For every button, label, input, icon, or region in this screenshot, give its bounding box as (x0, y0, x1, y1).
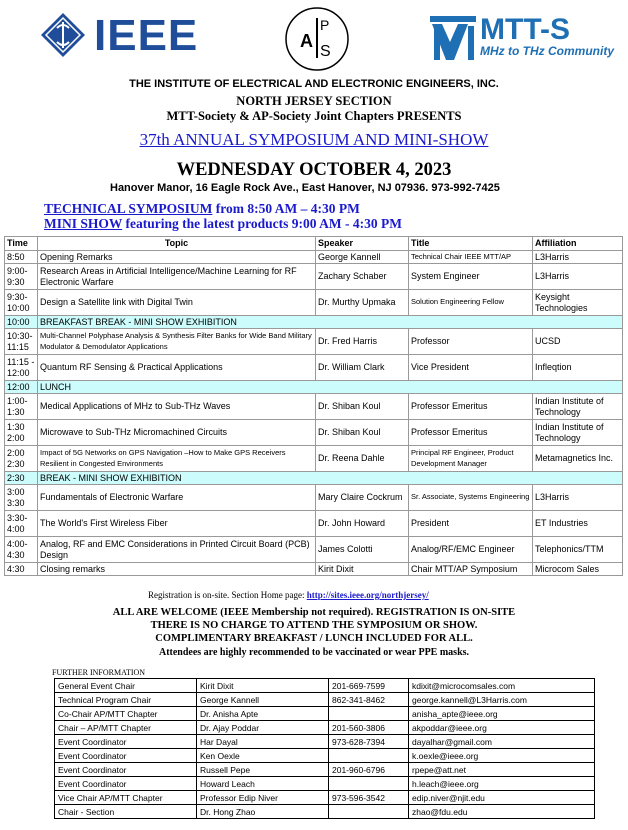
contact-row (55, 679, 595, 693)
affiliation-cell: Indian Institute of Technology (533, 420, 623, 446)
svg-text:P: P (320, 17, 330, 33)
time-cell: 3:30- 4:00 (5, 511, 38, 537)
time-cell: 3:00 3:30 (5, 485, 38, 511)
speaker-cell: James Colotti (316, 537, 409, 563)
contact-role: Technical Program Chair (55, 693, 197, 707)
break-label: BREAKFAST BREAK - MINI SHOW EXHIBITION (38, 316, 623, 329)
speaker-cell: Dr. Shiban Koul (316, 420, 409, 446)
schedule-break-row (5, 472, 623, 485)
title-cell: Professor (409, 329, 533, 355)
affiliation-cell: Keysight Technologies (533, 290, 623, 316)
speaker-cell: Dr. Reena Dahle (316, 446, 409, 472)
topic-cell: Design a Satellite link with Digital Twin (38, 290, 316, 316)
schedule-table (4, 236, 623, 576)
symposium-title[interactable]: 37th ANNUAL SYMPOSIUM AND MINI-SHOW (139, 130, 489, 149)
contact-row (55, 777, 595, 791)
schedule-row (5, 329, 623, 355)
contact-email[interactable]: kdixit@microcomsales.com (409, 679, 595, 693)
speaker-cell: Dr. John Howard (316, 511, 409, 537)
contact-role: Event Coordinator (55, 735, 197, 749)
topic-cell: Multi-Channel Polyphase Analysis & Synthesis Filter Banks for Wide Band Military Modulator & Demodulator Applications (38, 329, 316, 355)
mtt-s-emblem-icon (430, 16, 478, 62)
contact-phone (329, 707, 409, 721)
mini-show-hours: featuring the latest products 9:00 AM - 4:30 PM (122, 216, 402, 231)
time-cell: 1:30 2:00 (5, 420, 38, 446)
contact-role: Event Coordinator (55, 777, 197, 791)
contact-row (55, 763, 595, 777)
contact-row (55, 791, 595, 805)
schedule-row (5, 420, 623, 446)
affiliation-cell: Indian Institute of Technology (533, 394, 623, 420)
col-title: Title (409, 237, 533, 251)
affiliation-cell: Infleqtion (533, 355, 623, 381)
contact-row (55, 693, 595, 707)
contact-name: Dr. Ajay Poddar (197, 721, 329, 735)
speaker-cell: Zachary Schaber (316, 264, 409, 290)
contact-email[interactable]: rpepe@att.net (409, 763, 595, 777)
topic-cell: Impact of 5G Networks on GPS Navigation –How to Make GPS Receivers Resilient in Congested Environments (38, 446, 316, 472)
contact-phone: 973-628-7394 (329, 735, 409, 749)
contact-phone: 201-560-3806 (329, 721, 409, 735)
contact-name: Kirit Dixit (197, 679, 329, 693)
further-info-heading: FURTHER INFORMATION (52, 668, 146, 677)
time-cell: 9:30- 10:00 (5, 290, 38, 316)
contact-name: Ken Oexle (197, 749, 329, 763)
contact-name: Dr. Anisha Apte (197, 707, 329, 721)
contact-row (55, 707, 595, 721)
topic-cell: Analog, RF and EMC Considerations in Printed Circuit Board (PCB) Design (38, 537, 316, 563)
title-cell: Professor Emeritus (409, 420, 533, 446)
title-cell: Technical Chair IEEE MTT/AP (409, 251, 533, 264)
affiliation-cell: Metamagnetics Inc. (533, 446, 623, 472)
contact-phone: 862-341-8462 (329, 693, 409, 707)
time-cell: 4:00- 4:30 (5, 537, 38, 563)
contact-email[interactable]: edip.niver@njit.edu (409, 791, 595, 805)
no-charge-line: THERE IS NO CHARGE TO ATTEND THE SYMPOSIUM OR SHOW. (150, 620, 478, 631)
time-cell: 1:00- 1:30 (5, 394, 38, 420)
contact-phone (329, 777, 409, 791)
contact-email[interactable]: dayalhar@gmail.com (409, 735, 595, 749)
contact-phone: 201-960-6796 (329, 763, 409, 777)
topic-cell: Medical Applications of MHz to Sub-THz Waves (38, 394, 316, 420)
contact-role: Co-Chair AP/MTT Chapter (55, 707, 197, 721)
contact-role: Event Coordinator (55, 749, 197, 763)
section-home-link[interactable]: http://sites.ieee.org/northjersey/ (306, 590, 429, 600)
event-date: WEDNESDAY OCTOBER 4, 2023 (176, 160, 452, 180)
schedule-row (5, 446, 623, 472)
contact-name: George Kannell (197, 693, 329, 707)
break-time: 12:00 (5, 381, 38, 394)
affiliation-cell: L3Harris (533, 485, 623, 511)
schedule-row (5, 264, 623, 290)
title-cell: Chair MTT/AP Symposium (409, 563, 533, 576)
schedule-row (5, 511, 623, 537)
speaker-cell: Dr. William Clark (316, 355, 409, 381)
contact-email[interactable]: h.leach@ieee.org (409, 777, 595, 791)
mtt-s-wordmark: MTT-S (480, 13, 570, 46)
technical-symposium-hours: from 8:50 AM – 4:30 PM (212, 201, 360, 216)
contact-role: General Event Chair (55, 679, 197, 693)
contact-row (55, 805, 595, 819)
ieee-diamond-icon (40, 12, 86, 58)
contact-role: Event Coordinator (55, 763, 197, 777)
schedule-row (5, 251, 623, 264)
col-affiliation: Affiliation (533, 237, 623, 251)
contact-email[interactable]: anisha_apte@ieee.org (409, 707, 595, 721)
contact-row (55, 735, 595, 749)
contact-role: Chair – AP/MTT Chapter (55, 721, 197, 735)
svg-text:S: S (320, 43, 331, 60)
technical-symposium-line (44, 201, 360, 217)
aps-logo (284, 6, 350, 72)
col-speaker: Speaker (316, 237, 409, 251)
technical-symposium-link[interactable]: TECHNICAL SYMPOSIUM (44, 201, 213, 216)
mini-show-line (44, 216, 402, 232)
affiliation-cell: ET Industries (533, 511, 623, 537)
schedule-row (5, 537, 623, 563)
break-label: BREAK - MINI SHOW EXHIBITION (38, 472, 623, 485)
title-cell: Sr. Associate, Systems Engineering (409, 485, 533, 511)
schedule-break-row (5, 316, 623, 329)
schedule-row (5, 394, 623, 420)
break-time: 2:30 (5, 472, 38, 485)
contact-phone (329, 749, 409, 763)
speaker-cell: Kirit Dixit (316, 563, 409, 576)
topic-cell: The World's First Wireless Fiber (38, 511, 316, 537)
affiliation-cell: L3Harris (533, 251, 623, 264)
affiliation-cell: UCSD (533, 329, 623, 355)
schedule-row (5, 290, 623, 316)
contact-row (55, 721, 595, 735)
welcome-line: ALL ARE WELCOME (IEEE Membership not required). REGISTRATION IS ON-SITE (112, 607, 516, 618)
title-cell: Solution Engineering Fellow (409, 290, 533, 316)
contact-phone: 201-669-7599 (329, 679, 409, 693)
title-cell: President (409, 511, 533, 537)
aps-emblem-icon (284, 6, 350, 72)
affiliation-cell: L3Harris (533, 264, 623, 290)
registration-line (148, 590, 429, 600)
time-cell: 2:00 2:30 (5, 446, 38, 472)
schedule-header-row (5, 237, 623, 251)
contact-row (55, 749, 595, 763)
ieee-wordmark: IEEE (94, 11, 199, 60)
time-cell: 4:30 (5, 563, 38, 576)
topic-cell: Opening Remarks (38, 251, 316, 264)
joint-chapters-title: MTT-Society & AP-Society Joint Chapters PRESENTS (166, 109, 462, 123)
contact-name: Howard Leach (197, 777, 329, 791)
svg-text:A: A (300, 31, 313, 51)
col-topic: Topic (38, 237, 316, 251)
title-cell: Analog/RF/EMC Engineer (409, 537, 533, 563)
contact-role: Chair - Section (55, 805, 197, 819)
org-title: THE INSTITUTE OF ELECTRICAL AND ELECTRONIC ENGINEERS, INC. (129, 78, 499, 90)
schedule-row (5, 485, 623, 511)
time-cell: 11:15 - 12:00 (5, 355, 38, 381)
title-cell: Professor Emeritus (409, 394, 533, 420)
topic-cell: Microwave to Sub-THz Micromachined Circuits (38, 420, 316, 446)
topic-cell: Research Areas in Artificial Intelligence/Machine Learning for RF Electronic Warfare (38, 264, 316, 290)
contact-email[interactable]: akpoddar@ieee.org (409, 721, 595, 735)
schedule-row (5, 563, 623, 576)
mini-show-link[interactable]: MINI SHOW (44, 216, 123, 231)
contact-name: Dr. Hong Zhao (197, 805, 329, 819)
ieee-logo (40, 10, 205, 60)
section-title: NORTH JERSEY SECTION (236, 94, 392, 108)
title-cell: System Engineer (409, 264, 533, 290)
speaker-cell: Mary Claire Cockrum (316, 485, 409, 511)
contact-role: Vice Chair AP/MTT Chapter (55, 791, 197, 805)
speaker-cell: George Kannell (316, 251, 409, 264)
speaker-cell: Dr. Murthy Upmaka (316, 290, 409, 316)
affiliation-cell: Telephonics/TTM (533, 537, 623, 563)
break-time: 10:00 (5, 316, 38, 329)
mtt-s-tagline: MHz to THz Community (480, 44, 614, 58)
contact-phone: 973-596-3542 (329, 791, 409, 805)
contact-email[interactable]: george.kannell@L3Harris.com (409, 693, 595, 707)
contact-name: Har Dayal (197, 735, 329, 749)
mtt-s-logo (430, 14, 620, 64)
time-cell: 8:50 (5, 251, 38, 264)
registration-text: Registration is on-site. Section Home page: (148, 590, 307, 600)
venue-line: Hanover Manor, 16 Eagle Rock Ave., East Hanover, NJ 07936. 973-992-7425 (110, 182, 500, 194)
affiliation-cell: Microcom Sales (533, 563, 623, 576)
contact-phone (329, 805, 409, 819)
breakfast-lunch-line: COMPLIMENTARY BREAKFAST / LUNCH INCLUDED FOR ALL. (155, 633, 473, 644)
topic-cell: Fundamentals of Electronic Warfare (38, 485, 316, 511)
col-time: Time (5, 237, 38, 251)
vaccination-line: Attendees are highly recommended to be vaccinated or wear PPE masks. (158, 647, 470, 658)
title-cell: Principal RF Engineer, Product Development Manager (409, 446, 533, 472)
topic-cell: Closing remarks (38, 563, 316, 576)
time-cell: 10:30- 11:15 (5, 329, 38, 355)
schedule-row (5, 355, 623, 381)
contact-name: Russell Pepe (197, 763, 329, 777)
break-label: LUNCH (38, 381, 623, 394)
speaker-cell: Dr. Shiban Koul (316, 394, 409, 420)
contact-email[interactable]: zhao@fdu.edu (409, 805, 595, 819)
speaker-cell: Dr. Fred Harris (316, 329, 409, 355)
topic-cell: Quantum RF Sensing & Practical Applications (38, 355, 316, 381)
title-cell: Vice President (409, 355, 533, 381)
contact-table (54, 678, 595, 819)
contact-email[interactable]: k.oexle@ieee.org (409, 749, 595, 763)
schedule-break-row (5, 381, 623, 394)
contact-name: Professor Edip Niver (197, 791, 329, 805)
time-cell: 9:00- 9:30 (5, 264, 38, 290)
